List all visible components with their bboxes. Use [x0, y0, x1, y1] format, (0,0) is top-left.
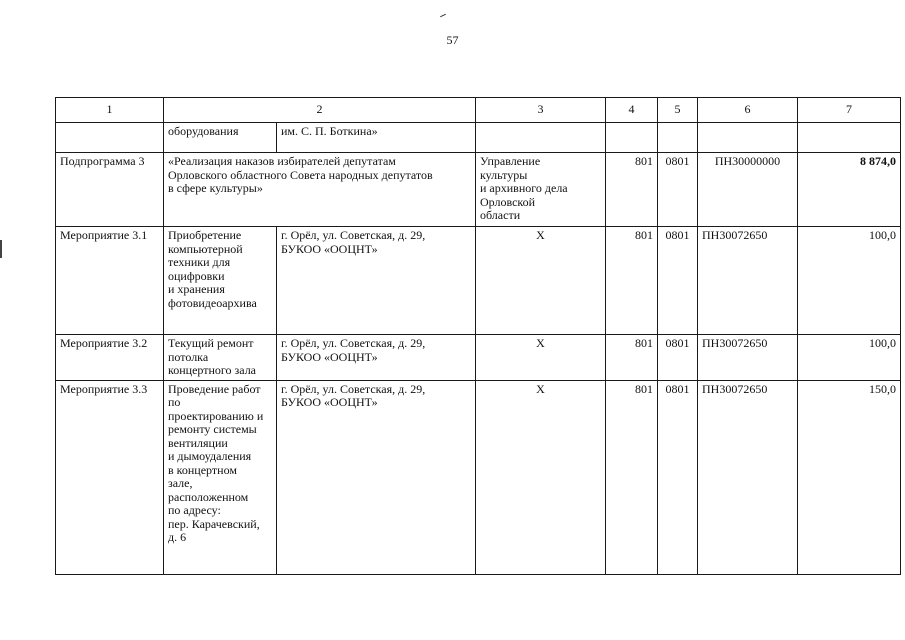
row-description: Проведение работ по проектированию и ремонту системы вентиляции и дымоудаления в концертном зале, расположенном по адресу: пер. Карачевский, д. 6: [164, 380, 277, 574]
row-administrator: Х: [476, 380, 606, 574]
header-col-6: 6: [698, 98, 798, 123]
row-label: Мероприятие 3.3: [56, 380, 164, 574]
row-code-5: [658, 123, 698, 153]
row-code-4: 801: [606, 380, 658, 574]
header-col-1: 1: [56, 98, 164, 123]
row-code-4: [606, 123, 658, 153]
row-code-6: ПН30072650: [698, 227, 798, 335]
row-code-4: 801: [606, 153, 658, 227]
row-address: им. С. П. Боткина»: [277, 123, 476, 153]
scan-mark: [440, 14, 446, 17]
row-address: г. Орёл, ул. Советская, д. 29, БУКОО «ООЦНТ»: [277, 227, 476, 335]
row-address: г. Орёл, ул. Советская, д. 29, БУКОО «ООЦНТ»: [277, 380, 476, 574]
row-amount: 150,0: [798, 380, 901, 574]
scan-edge-mark: [0, 240, 2, 258]
header-col-7: 7: [798, 98, 901, 123]
header-col-5: 5: [658, 98, 698, 123]
row-code-4: 801: [606, 227, 658, 335]
row-code-4: 801: [606, 335, 658, 381]
row-amount: [798, 123, 901, 153]
row-code-5: 0801: [658, 335, 698, 381]
row-code-6: ПН30072650: [698, 335, 798, 381]
row-label: [56, 123, 164, 153]
row-label: Мероприятие 3.1: [56, 227, 164, 335]
page-number: 57: [446, 33, 459, 47]
table-row: [56, 335, 901, 381]
row-amount: 100,0: [798, 335, 901, 381]
row-code-6: ПН30072650: [698, 380, 798, 574]
table-row: [56, 380, 901, 574]
budget-table: [55, 97, 901, 575]
row-amount: 100,0: [798, 227, 901, 335]
row-description: «Реализация наказов избирателей депутатам Орловского областного Совета народных депутатов в сфере культуры»: [164, 153, 476, 227]
header-col-4: 4: [606, 98, 658, 123]
table-row: [56, 227, 901, 335]
row-administrator: Х: [476, 227, 606, 335]
header-col-3: 3: [476, 98, 606, 123]
row-description: Приобретение компьютерной техники для оцифровки и хранения фотовидеоархива: [164, 227, 277, 335]
row-administrator: [476, 123, 606, 153]
table-row-subprogram: [56, 153, 901, 227]
row-address: г. Орёл, ул. Советская, д. 29, БУКОО «ООЦНТ»: [277, 335, 476, 381]
header-col-2: 2: [164, 98, 476, 123]
row-administrator: Управление культуры и архивного дела Орловской области: [476, 153, 606, 227]
row-code-6: ПН30000000: [698, 153, 798, 227]
row-code-5: 0801: [658, 380, 698, 574]
table-row: [56, 123, 901, 153]
row-description: Текущий ремонт потолка концертного зала: [164, 335, 277, 381]
table-header-row: [56, 98, 901, 123]
row-label: Подпрограмма 3: [56, 153, 164, 227]
row-administrator: Х: [476, 335, 606, 381]
row-description: оборудования: [164, 123, 277, 153]
row-label: Мероприятие 3.2: [56, 335, 164, 381]
row-amount: 8 874,0: [798, 153, 901, 227]
row-code-6: [698, 123, 798, 153]
row-code-5: 0801: [658, 153, 698, 227]
row-code-5: 0801: [658, 227, 698, 335]
